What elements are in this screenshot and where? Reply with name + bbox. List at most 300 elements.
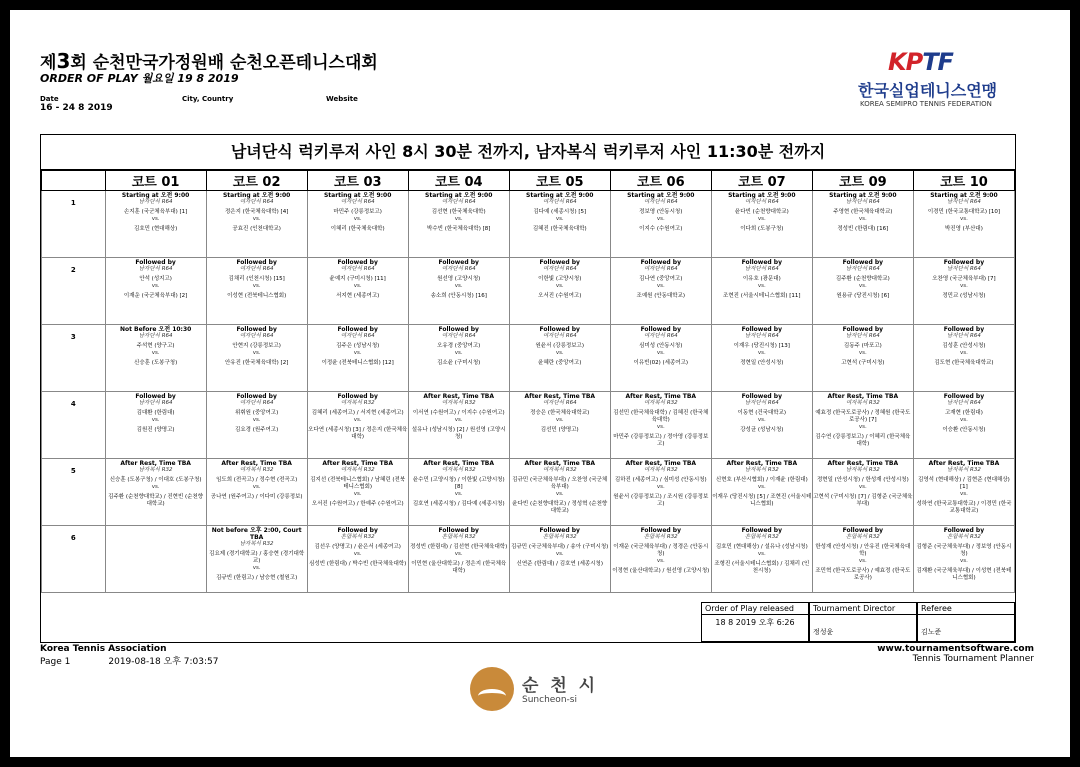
- match-cell: [812, 258, 913, 325]
- match-time: Followed by: [842, 259, 884, 266]
- match-time: Followed by: [640, 326, 681, 333]
- player-a: 예효정 (한국도로공사) / 정혜원 (한국도로공사) [7]: [815, 410, 911, 423]
- versus-label: vs.: [757, 484, 766, 490]
- match-cell: [812, 526, 913, 593]
- player-b: 박수빈 (한국체육대학) [8]: [427, 226, 491, 232]
- match-time: After Rest, Time TBA: [120, 460, 191, 467]
- match-cell: [711, 459, 812, 526]
- versus-label: vs.: [252, 484, 261, 490]
- player-b: 원윤서 (강릉정보고) / 조시원 (강릉정보고): [613, 494, 709, 507]
- match-cell: [307, 526, 408, 593]
- tournament-title: 제3회 순천만국가정원배 순천오픈테니스대회: [40, 49, 378, 73]
- match-cell: [913, 191, 1014, 258]
- event-name: 남자복식 R32: [947, 467, 981, 473]
- match-time: Followed by: [135, 393, 176, 400]
- player-a: 오유경 (중앙여고): [437, 343, 481, 349]
- player-b: 조민혁 (한국도로공사) / 예효정 (한국도로공사): [815, 568, 911, 581]
- player-a: 정승은 (한국체육대학교): [530, 410, 590, 416]
- match-cell: [206, 526, 307, 593]
- player-a: 오찬영 (국군체육부대) [7]: [932, 276, 996, 282]
- match-cell: [408, 258, 509, 325]
- event-name: 혼합복식 R32: [542, 534, 577, 540]
- match-cell: [206, 258, 307, 325]
- versus-label: vs.: [656, 424, 665, 430]
- match-cell: [711, 191, 812, 258]
- player-b: 이민현 (울산대학교) / 정은지 (한국체육대학): [411, 561, 507, 574]
- event-name: 여자단식 R64: [643, 266, 678, 272]
- round-number: 3: [42, 325, 106, 392]
- player-b: 송소희 (안동시청) [16]: [430, 293, 487, 299]
- player-b: 정현일 (안성시청): [740, 360, 784, 366]
- versus-label: vs.: [858, 216, 867, 222]
- player-b: 강성균 (성남시청): [740, 427, 784, 433]
- match-time: Followed by: [539, 259, 580, 266]
- player-b: 설유나 (성남시청) [2] / 원선영 (고양시청): [411, 427, 506, 440]
- event-name: 여자단식 R64: [542, 400, 577, 406]
- player-a: 주석현 (양구고): [136, 343, 175, 349]
- player-a: 신승훈 (도봉구청) / 이대호 (도봉구청): [109, 477, 202, 483]
- versus-label: vs.: [858, 424, 867, 430]
- player-a: 김성훈 (안성시청): [942, 343, 986, 349]
- versus-label: vs.: [252, 565, 261, 571]
- event-name: 혼합복식 R32: [947, 534, 981, 540]
- versus-label: vs.: [252, 350, 261, 356]
- player-a: 김나연 (중앙여고): [639, 276, 683, 282]
- player-b: 김호연 (세종시청) / 김다예 (세종시청): [412, 501, 505, 507]
- match-cell: [105, 526, 206, 593]
- player-a: 김주환 (순천향대학교): [835, 276, 890, 282]
- player-b: 마민주 (강릉정보고) / 정아영 (강릉정보고): [613, 434, 709, 447]
- order-of-play-subtitle: ORDER OF PLAY 월요일 19 8 2019: [40, 72, 239, 85]
- player-a: 안석 (성지고): [139, 276, 172, 282]
- event-name: 남자단식 R64: [947, 400, 981, 406]
- event-name: 여자단식 R64: [441, 333, 476, 339]
- player-a: 위휘원 (중앙여고): [235, 410, 279, 416]
- match-time: Starting at 오전 9:00: [930, 192, 998, 199]
- match-cell: [307, 392, 408, 459]
- match-cell: [509, 392, 610, 459]
- versus-label: vs.: [757, 417, 766, 423]
- event-name: 여자단식 R64: [542, 333, 577, 339]
- match-time: After Rest, Time TBA: [524, 393, 596, 400]
- match-time: Followed by: [337, 259, 378, 266]
- city-label: City, Country: [182, 95, 234, 103]
- versus-label: vs.: [656, 484, 665, 490]
- schedule-row: [42, 191, 1015, 258]
- match-time: After Rest, Time TBA: [827, 393, 899, 400]
- footer-left: Korea Tennis Association Page 1 2019-08-18 오후 7:03:57: [40, 644, 219, 667]
- versus-label: vs.: [151, 283, 160, 289]
- released-box: Order of Play released 18 8 2019 오후 6:26: [701, 602, 809, 642]
- player-a: 심미성 (안동시청): [639, 343, 683, 349]
- event-name: 여자복식 R32: [239, 467, 274, 473]
- versus-label: vs.: [555, 551, 564, 557]
- event-name: 혼합복식 R32: [643, 534, 678, 540]
- player-a: 김주은 (성남시청): [336, 343, 380, 349]
- match-time: Followed by: [943, 326, 985, 333]
- match-time: Followed by: [640, 259, 681, 266]
- match-cell: [711, 325, 812, 392]
- player-b: 안유진 (한국체육대학) [2]: [224, 360, 289, 366]
- court-header: 코트 03: [307, 171, 408, 191]
- player-a: 김하진 (세종여고) / 심미성 (안동시청): [614, 477, 707, 483]
- versus-label: vs.: [454, 551, 463, 557]
- player-b: 김소윤 (구미시청): [437, 360, 481, 366]
- versus-label: vs.: [353, 350, 362, 356]
- event-name: 남자복식 R32: [845, 467, 880, 473]
- player-a: 김영석 (현대해상) / 김현준 (현대해상) [1]: [918, 477, 1010, 490]
- suncheon-emblem-icon: [470, 667, 514, 711]
- match-time: Followed by: [236, 393, 277, 400]
- referee-box: Referee 김노준: [917, 602, 1015, 642]
- player-a: 김선현 (한국체육대학): [431, 209, 486, 215]
- versus-label: vs.: [151, 417, 160, 423]
- versus-label: vs.: [959, 350, 968, 356]
- player-b: 정민교 (성남시청): [942, 293, 986, 299]
- event-name: 여자단식 R64: [643, 199, 678, 205]
- match-cell: [711, 392, 812, 459]
- player-a: 주영현 (한국체육대학교): [833, 209, 893, 215]
- versus-label: vs.: [454, 350, 463, 356]
- event-name: 여자복식 R32: [441, 400, 476, 406]
- player-a: 마민주 (강릉정보고): [333, 209, 382, 215]
- player-a: 김지선 (전북테니스협회) / 남혜린 (전북테니스협회): [310, 477, 406, 490]
- match-time: After Rest, Time TBA: [625, 393, 697, 400]
- versus-label: vs.: [353, 491, 362, 497]
- schedule-row: [42, 459, 1015, 526]
- versus-label: vs.: [656, 283, 665, 289]
- versus-label: vs.: [959, 417, 968, 423]
- match-cell: [610, 325, 711, 392]
- versus-label: vs.: [252, 216, 261, 222]
- player-b: 이다희 (도봉구청): [740, 226, 784, 232]
- match-cell: [105, 325, 206, 392]
- versus-label: vs.: [757, 283, 766, 289]
- match-time: After Rest, Time TBA: [827, 460, 899, 467]
- match-time: Followed by: [337, 393, 378, 400]
- event-name: 여자단식 R64: [239, 400, 274, 406]
- event-name: 여자복식 R32: [340, 400, 375, 406]
- player-b: 조형진 (서울시테니스협회) / 김채리 (인천시청): [714, 561, 810, 574]
- versus-label: vs.: [959, 216, 968, 222]
- event-name: 여자단식 R64: [239, 199, 274, 205]
- match-cell: [913, 258, 1014, 325]
- event-name: 혼합복식 R32: [340, 534, 375, 540]
- versus-label: vs.: [252, 283, 261, 289]
- match-cell: [105, 392, 206, 459]
- lucky-loser-banner: 남녀단식 럭키루저 사인 8시 30분 전까지, 남자복식 럭키루저 사인 11:30분 전까지: [41, 135, 1015, 170]
- match-time: After Rest, Time TBA: [322, 460, 393, 467]
- round-number: 2: [42, 258, 106, 325]
- player-a: 정은지 (한국체육대학) [4]: [224, 209, 289, 215]
- player-a: 김규민 (국군체육부대) / 송아 (구미시청): [511, 544, 609, 550]
- schedule-row: [42, 392, 1015, 459]
- event-name: 여자단식 R64: [643, 333, 678, 339]
- schedule-row: [42, 526, 1015, 593]
- director-box: Tournament Director 정성윤: [809, 602, 917, 642]
- player-b: 김규빈 (한림고) / 남승현 (철원고): [216, 575, 298, 581]
- match-cell: [105, 459, 206, 526]
- player-a: 김다예 (세종시청) [5]: [533, 209, 587, 215]
- player-a: 윤수민 (고양시청) / 이한빛 (고양시청) [8]: [412, 477, 505, 490]
- player-b: 이승환 (안동시청): [942, 427, 986, 433]
- versus-label: vs.: [151, 350, 160, 356]
- match-cell: [509, 459, 610, 526]
- player-a: 이동현 (건국대학교): [737, 410, 787, 416]
- event-name: 여자단식 R64: [239, 333, 274, 339]
- match-time: Followed by: [337, 326, 378, 333]
- match-time: Starting at 오전 9:00: [425, 192, 493, 199]
- schedule-table: [40, 134, 1016, 643]
- player-b: 이성현 (전북테니스협회): [227, 293, 287, 299]
- match-time: Followed by: [741, 326, 783, 333]
- player-b: 김수연 (강릉정보고) / 이혜리 (한국체육대학): [815, 434, 911, 447]
- player-a: 이유호 (광문대): [742, 276, 781, 282]
- match-time: Starting at 오전 9:00: [222, 192, 291, 199]
- event-name: 여자복식 R32: [441, 467, 476, 473]
- versus-label: vs.: [353, 417, 362, 423]
- versus-label: vs.: [858, 350, 867, 356]
- player-a: 김채리 (인천시청) [15]: [228, 276, 285, 282]
- player-b: 고현석 (구미시청): [841, 360, 885, 366]
- event-name: 남자단식 R64: [947, 333, 981, 339]
- event-name: 여자복식 R32: [340, 467, 375, 473]
- versus-label: vs.: [353, 283, 362, 289]
- versus-label: vs.: [151, 216, 160, 222]
- player-b: 윤다빈 (순천향대학교) / 정성혁 (순천향대학교): [512, 501, 608, 514]
- versus-label: vs.: [252, 417, 261, 423]
- match-cell: [408, 459, 509, 526]
- court-header: 코트 02: [206, 171, 307, 191]
- match-time: Starting at 오전 9:00: [526, 192, 594, 199]
- corner-cell: [42, 171, 106, 191]
- player-a: 이재운 (국군체육부대) / 정경은 (안동시청): [613, 544, 709, 557]
- event-name: 여자단식 R64: [340, 199, 375, 205]
- match-time: Followed by: [741, 393, 783, 400]
- versus-label: vs.: [555, 216, 564, 222]
- player-a: 김혜리 (세종여고) / 서지현 (세종여고): [311, 410, 404, 416]
- player-b: 서지현 (세종여고): [336, 293, 380, 299]
- versus-label: vs.: [151, 484, 160, 490]
- versus-label: vs.: [656, 558, 665, 564]
- schedule-row: [42, 258, 1015, 325]
- player-a: 김규민 (국군체육부대) / 오찬영 (국군체육부대): [512, 477, 608, 490]
- player-a: 김형준 (국군체육부대) / 정보영 (안동시청): [916, 544, 1012, 557]
- event-name: 여자단식 R64: [542, 199, 577, 205]
- event-name: 남자단식 R64: [138, 266, 173, 272]
- player-b: 공효진 (인천대학교): [232, 226, 281, 232]
- player-b: 김호민 (현대해상): [134, 226, 178, 232]
- match-cell: [105, 258, 206, 325]
- player-a: 김요제 (경기대학교) / 홍승현 (경기대학교): [209, 551, 305, 564]
- court-header: 코트 04: [408, 171, 509, 191]
- versus-label: vs.: [858, 283, 867, 289]
- event-name: 남자복식 R32: [744, 467, 779, 473]
- round-number: 5: [42, 459, 106, 526]
- player-b: 이지수 (수원여고): [639, 226, 683, 232]
- event-name: 남자복식 R32: [239, 541, 274, 547]
- player-a: 윤예지 (구미시청) [11]: [329, 276, 386, 282]
- player-a: 정보영 (안동시청): [639, 209, 683, 215]
- match-time: Starting at 오전 9:00: [121, 192, 190, 199]
- player-a: 정성빈 (한림대) / 김선현 (한국체육대학): [410, 544, 508, 550]
- match-cell: [913, 526, 1014, 593]
- match-time: Followed by: [640, 527, 681, 534]
- event-name: 여자복식 R32: [643, 400, 678, 406]
- player-a: 손지훈 (국군체육부대) [1]: [123, 209, 188, 215]
- schedule-row: [42, 325, 1015, 392]
- versus-label: vs.: [454, 216, 463, 222]
- match-time: Followed by: [539, 527, 580, 534]
- player-a: 김대환 (한림대): [136, 410, 175, 416]
- event-name: 여자단식 R64: [340, 266, 375, 272]
- player-b: 박진영 (부산대): [944, 226, 983, 232]
- match-time: Starting at 오전 9:00: [728, 192, 796, 199]
- versus-label: vs.: [858, 484, 867, 490]
- match-time: After Rest, Time TBA: [928, 460, 1000, 467]
- versus-label: vs.: [454, 417, 463, 423]
- event-name: 여자복식 R32: [845, 400, 880, 406]
- player-a: 원윤서 (강릉정보고): [535, 343, 585, 349]
- match-cell: [307, 325, 408, 392]
- match-cell: [610, 191, 711, 258]
- match-time: Followed by: [943, 527, 985, 534]
- date-label: Date: [40, 95, 59, 103]
- match-cell: [610, 459, 711, 526]
- player-a: 이서연 (수원여고) / 이지수 (수원여고): [412, 410, 505, 416]
- match-cell: [408, 392, 509, 459]
- player-a: 김선우 (양명고) / 윤은서 (세종여고): [314, 544, 401, 550]
- match-time: Starting at 오전 9:00: [829, 192, 897, 199]
- versus-label: vs.: [757, 216, 766, 222]
- player-b: 성하연 (한국교통대학교) / 이경민 (한국교통대학교): [916, 501, 1012, 514]
- versus-label: vs.: [757, 551, 766, 557]
- footer-right: www.tournamentsoftware.com Tennis Tournament Planner: [877, 644, 1034, 664]
- match-cell: [610, 392, 711, 459]
- player-b: 김혜진 (한국체육대학): [532, 226, 587, 232]
- player-b: 이유빈(02) (세종여고): [633, 360, 689, 366]
- event-name: 남자복식 R32: [138, 467, 173, 473]
- match-time: Not Before 오전 10:30: [119, 326, 192, 333]
- event-name: 혼합복식 R32: [845, 534, 880, 540]
- player-b: 심성빈 (한림대) / 박수빈 (한국체육대학): [309, 561, 407, 567]
- match-cell: [509, 325, 610, 392]
- match-cell: [408, 191, 509, 258]
- match-cell: [206, 191, 307, 258]
- match-time: Followed by: [135, 259, 176, 266]
- player-b: 이재운 (국군체육부대) [2]: [123, 293, 188, 299]
- match-time: Followed by: [842, 527, 884, 534]
- court-header: 코트 09: [812, 171, 913, 191]
- footer-info: [41, 602, 1015, 642]
- court-header: 코트 10: [913, 171, 1014, 191]
- match-time: Followed by: [943, 259, 985, 266]
- match-time: Followed by: [741, 527, 783, 534]
- event-name: 남자단식 R64: [744, 333, 779, 339]
- player-b: 이정현 (울산대학교) / 원선영 (고양시청): [612, 568, 710, 574]
- versus-label: vs.: [454, 283, 463, 289]
- player-b: 김도현 (한국체육대학교): [934, 360, 994, 366]
- versus-label: vs.: [454, 491, 463, 497]
- event-name: 남자단식 R64: [138, 400, 173, 406]
- event-name: 여자단식 R64: [441, 266, 476, 272]
- player-b: 공나연 (원주여고) / 이다미 (강릉정보): [210, 494, 303, 500]
- match-time: Not before 오후 2:00, Court TBA: [211, 527, 302, 541]
- round-number: 4: [42, 392, 106, 459]
- event-name: 혼합복식 R32: [744, 534, 779, 540]
- match-cell: [408, 325, 509, 392]
- match-time: After Rest, Time TBA: [524, 460, 596, 467]
- player-b: 김재환 (국군체육부대) / 이성현 (전북테니스협회): [916, 568, 1012, 581]
- player-b: 김요경 (원주여고): [235, 427, 279, 433]
- event-name: 여자단식 R64: [239, 266, 274, 272]
- match-time: Followed by: [539, 326, 580, 333]
- round-number: 1: [42, 191, 106, 258]
- player-b: 김주환 (순천향대학교) / 진현빈 (순천향대학교): [108, 494, 204, 507]
- match-cell: [812, 392, 913, 459]
- event-name: 남자단식 R64: [744, 266, 779, 272]
- player-b: 오서진 (수원여고): [538, 293, 582, 299]
- match-cell: [610, 258, 711, 325]
- court-header: 코트 07: [711, 171, 812, 191]
- player-b: 정성빈 (한림대) [16]: [837, 226, 889, 232]
- match-cell: [812, 191, 913, 258]
- event-name: 여자복식 R32: [542, 467, 577, 473]
- event-name: 여자복식 R32: [643, 467, 678, 473]
- match-cell: [206, 325, 307, 392]
- versus-label: vs.: [555, 350, 564, 356]
- versus-label: vs.: [353, 551, 362, 557]
- match-time: Followed by: [842, 326, 884, 333]
- player-b: 조현진 (서울시테니스협회) [11]: [723, 293, 801, 299]
- versus-label: vs.: [656, 216, 665, 222]
- player-a: 신현호 (부산시협회) / 이재윤 (한림대): [715, 477, 808, 483]
- versus-label: vs.: [959, 558, 968, 564]
- versus-label: vs.: [757, 350, 766, 356]
- player-b: 김선민 (양명고): [540, 427, 579, 433]
- player-a: 이경민 (한국교통대학교) [10]: [927, 209, 1001, 215]
- player-b: 오서진 (수원여고) / 한예주 (수원여고): [311, 501, 404, 507]
- suncheon-seal: 순 천 시 Suncheon-si: [470, 667, 620, 717]
- event-name: 여자단식 R64: [340, 333, 375, 339]
- player-b: 윤혜란 (중앙여고): [538, 360, 582, 366]
- court-header: 코트 05: [509, 171, 610, 191]
- player-a: 임도희 (전곡고) / 정수현 (전곡고): [216, 477, 298, 483]
- player-a: 김선민 (한국체육대학) / 김혜진 (한국체육대학): [613, 410, 709, 423]
- order-of-play-grid: [41, 170, 1015, 593]
- match-cell: [509, 526, 610, 593]
- player-b: 오다연 (세종시청) [3] / 정은지 (한국체육대학): [308, 427, 408, 440]
- event-name: 남자단식 R64: [138, 199, 173, 205]
- player-a: 이한빛 (고양시청): [538, 276, 582, 282]
- match-cell: [812, 325, 913, 392]
- player-b: 이정윤 (전북테니스협회) [12]: [321, 360, 394, 366]
- versus-label: vs.: [555, 491, 564, 497]
- player-a: 원선영 (고양시청): [437, 276, 481, 282]
- match-time: After Rest, Time TBA: [423, 460, 495, 467]
- versus-label: vs.: [959, 283, 968, 289]
- match-cell: [408, 526, 509, 593]
- match-cell: [509, 258, 610, 325]
- event-name: 남자단식 R64: [947, 266, 981, 272]
- kptf-logo: KPTF 한국실업테니스연맹 KOREA SEMIPRO TENNIS FEDERATION: [858, 48, 998, 108]
- match-cell: [509, 191, 610, 258]
- player-a: 김호민 (현대해상) / 설유나 (성남시청): [715, 544, 808, 550]
- match-time: Followed by: [741, 259, 783, 266]
- match-cell: [206, 392, 307, 459]
- match-cell: [307, 258, 408, 325]
- match-cell: [610, 526, 711, 593]
